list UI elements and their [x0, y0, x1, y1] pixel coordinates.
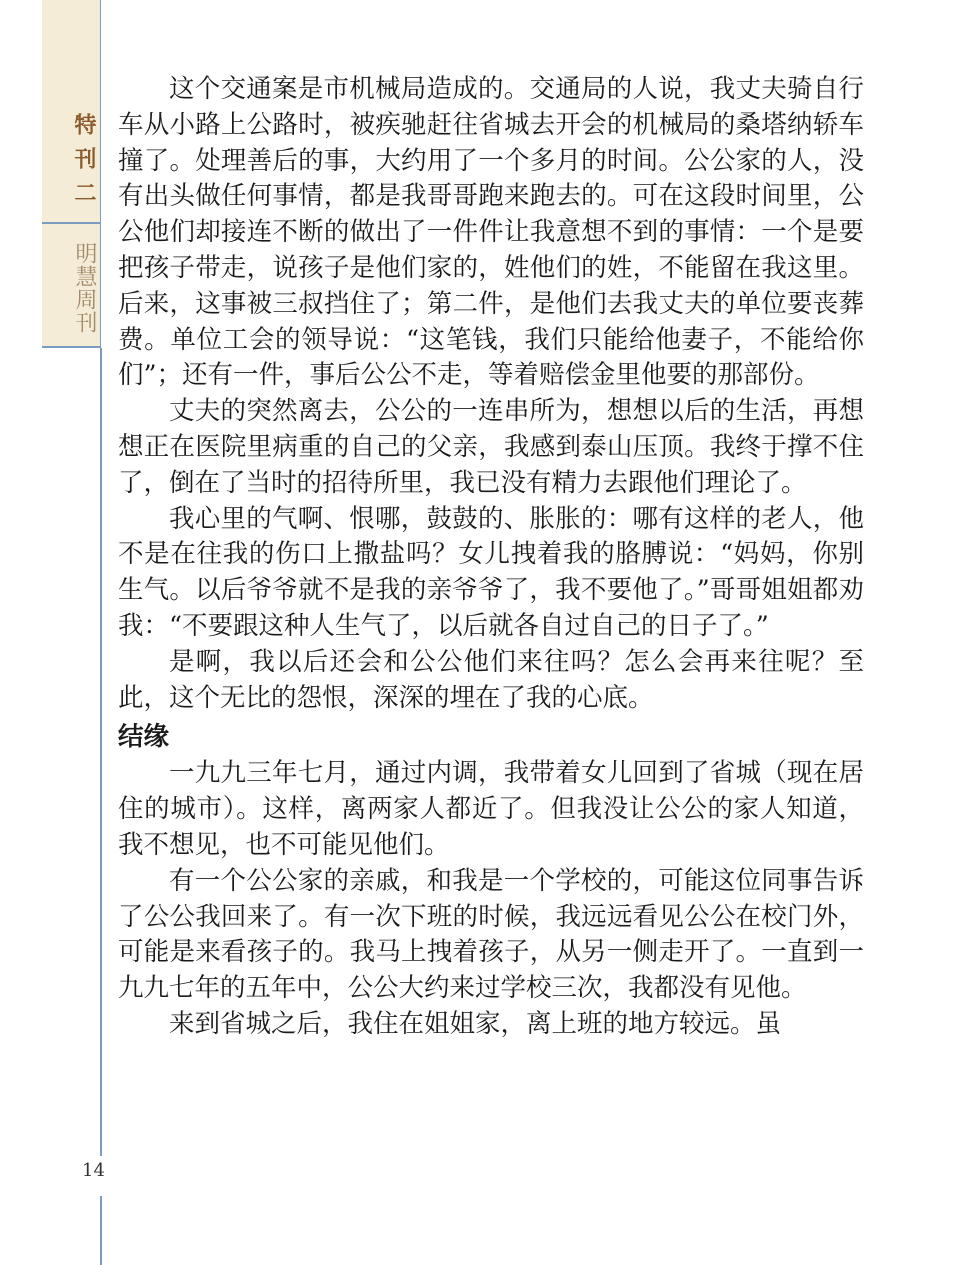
paragraph: 一九九三年七月，通过内调，我带着女儿回到了省城（现在居住的城市）。这样，离两家人都近了。但我没让公公的家人知道，我不想见，也不可能见他们。: [118, 758, 864, 860]
paragraph: 我心里的气啊、恨哪，鼓鼓的、胀胀的：哪有这样的老人，他不是在往我的伤口上撒盐吗？女儿拽着我的胳膊说：“妈妈，你别生气。以后爷爷就不是我的亲爷爷了，我不要他了。”哥哥姐姐都劝我：“不要跟这种人生气了，以后就各自过自己的日子了。”: [118, 503, 864, 641]
article-body: [118, 72, 864, 1043]
paragraph: 丈夫的突然离去，公公的一连串所为，想想以后的生活，再想想正在医院里病重的自己的父亲，我感到泰山压顶。我终于撑不住了，倒在了当时的招待所里，我已没有精力去跟他们理论了。: [118, 396, 864, 498]
section-tab: [42, 0, 101, 348]
section-label: 特刊二: [71, 113, 97, 215]
paragraph: 这个交通案是市机械局造成的。交通局的人说，我丈夫骑自行车从小路上公路时，被疾驰赶往省城去开会的机械局的桑塔纳轿车撞了。处理善后的事，大约用了一个多月的时间。公公家的人，没有出头做任何事情，都是我哥哥跑来跑去的。可在这段时间里，公公他们却接连不断的做出了一件件让我意想不到的事情：一个是要把孩子带走，说孩子是他们家的，姓他们的姓，不能留在我这里。后来，这事被三叔挡住了；第二件，是他们去我丈夫的单位要丧葬费。单位工会的领导说：“这笔钱，我们只能给他妻子，不能给你们”；还有一件，事后公公不走，等着赔偿金里他要的那部份。: [118, 74, 864, 391]
paragraph: 是啊，我以后还会和公公他们来往吗？怎么会再来往呢？至此，这个无比的怨恨，深深的埋在了我的心底。: [118, 646, 864, 713]
publication-label: 明慧周刊: [72, 242, 97, 334]
paragraph: 有一个公公家的亲戚，和我是一个学校的，可能这位同事告诉了公公我回来了。有一次下班的时候，我远远看见公公在校门外，可能是来看孩子的。我马上拽着孩子，从另一侧走开了。一直到一九九七年的五年中，公公大约来过学校三次，我都没有见他。: [118, 865, 864, 1004]
paragraph: 来到省城之后，我住在姐姐家，离上班的地方较远。虽: [169, 1008, 782, 1039]
section-heading: 结缘: [118, 722, 170, 753]
page-number: 14: [82, 1160, 105, 1181]
tab-divider: [42, 222, 100, 224]
margin-rule: [100, 348, 102, 1265]
tab-divider-bottom: [42, 346, 100, 348]
